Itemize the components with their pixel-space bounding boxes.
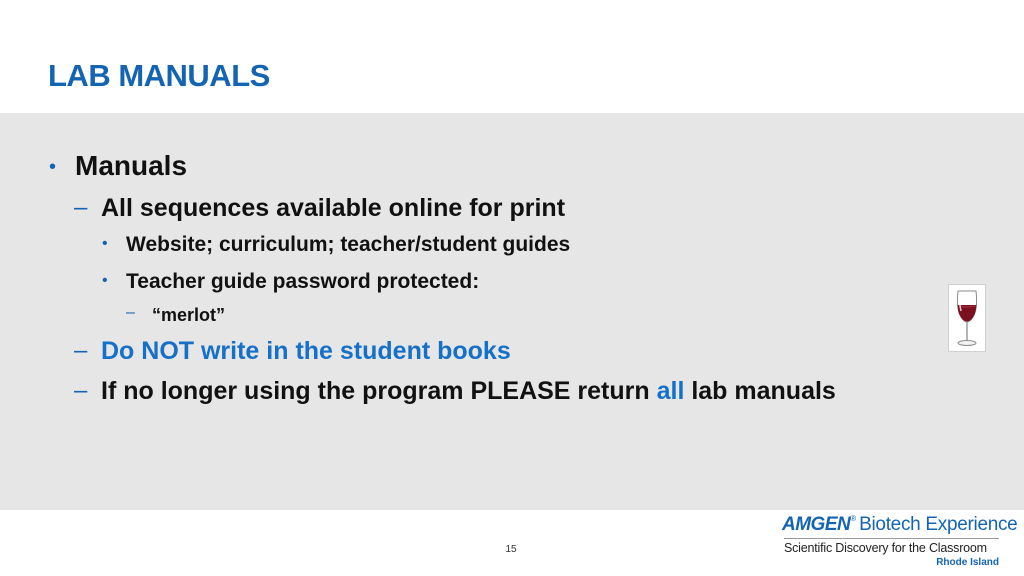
- wine-glass-icon: [948, 284, 986, 352]
- dash-marker: –: [126, 304, 135, 321]
- brand-region: Rhode Island: [936, 557, 999, 568]
- dash-marker: –: [74, 377, 88, 404]
- brand-divider: [784, 538, 999, 539]
- bullet-marker: •: [102, 272, 108, 289]
- bullet-manuals: Manuals: [75, 150, 188, 181]
- return-emphasis: all: [656, 377, 685, 405]
- bullet-marker: •: [102, 235, 108, 252]
- bullet-return: [101, 377, 836, 406]
- bullet-merlot: “merlot”: [152, 305, 226, 325]
- dash-marker: –: [74, 337, 88, 364]
- brand-tagline: Scientific Discovery for the Classroom: [784, 541, 987, 555]
- amgen-biotech-logo: [782, 512, 1018, 572]
- brand-wordmark: [782, 514, 1017, 536]
- page-number: 15: [505, 544, 517, 555]
- bullet-marker: •: [49, 156, 57, 178]
- registered-mark: ®: [850, 514, 857, 523]
- return-prefix: If no longer using the program PLEASE return: [101, 377, 657, 405]
- bullet-password: Teacher guide password protected:: [126, 270, 480, 293]
- bullet-online: All sequences available online for print: [101, 194, 566, 222]
- slide-title: LAB MANUALS: [48, 58, 270, 93]
- bullet-do-not-write: Do NOT write in the student books: [101, 337, 511, 365]
- brand-program: Biotech Experience: [859, 514, 1018, 535]
- brand-company: AMGEN: [782, 514, 851, 535]
- bullet-website: Website; curriculum; teacher/student guides: [126, 233, 571, 256]
- dash-marker: –: [74, 194, 88, 221]
- return-suffix: lab manuals: [684, 377, 836, 405]
